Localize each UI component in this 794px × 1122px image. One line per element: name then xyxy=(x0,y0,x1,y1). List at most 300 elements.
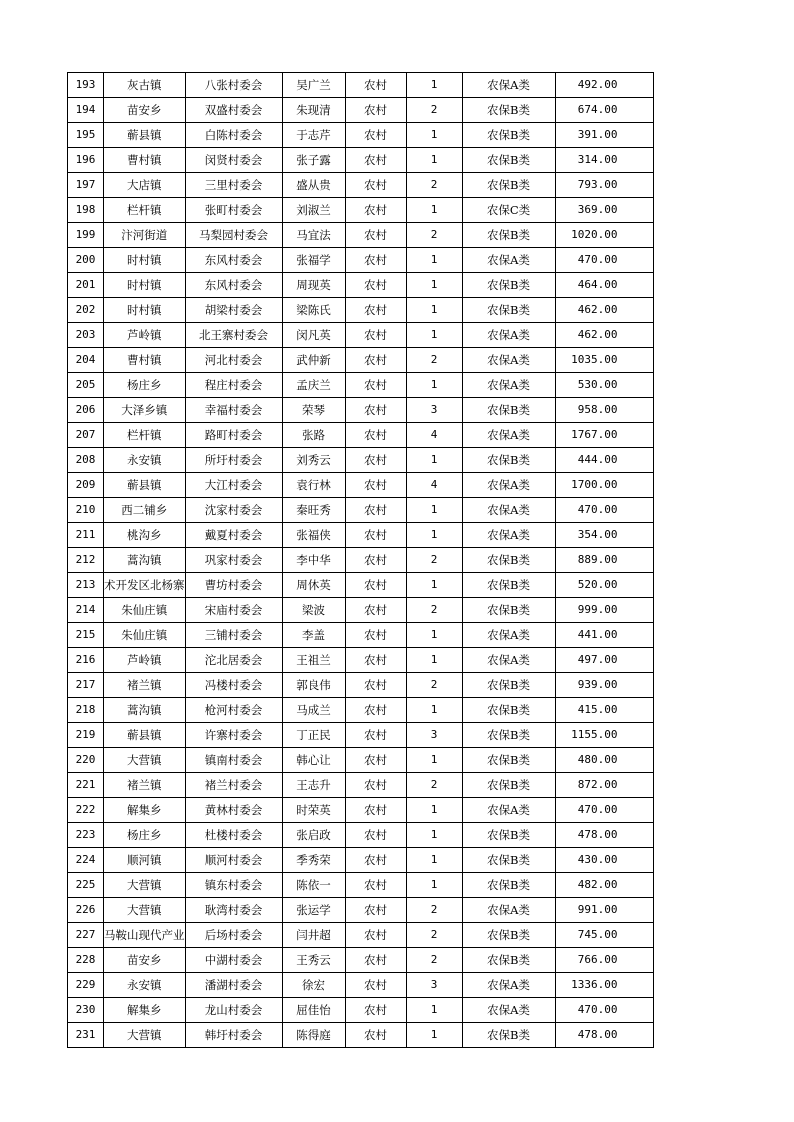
row-number-text: 223 xyxy=(75,828,96,841)
table-row xyxy=(68,848,654,873)
people-count-text: 2 xyxy=(430,778,438,791)
amount-text: 462.00 xyxy=(577,328,618,341)
person-name-cell xyxy=(282,598,345,623)
category-text: 农保B类 xyxy=(487,753,530,767)
person-name-cell xyxy=(282,898,345,923)
people-count-cell xyxy=(406,773,462,798)
town-text: 大营镇 xyxy=(127,878,162,892)
town-cell xyxy=(104,473,186,498)
amount-text: 520.00 xyxy=(577,578,618,591)
row-number-text: 219 xyxy=(75,728,96,741)
amount-text: 958.00 xyxy=(577,403,618,416)
area-type-cell xyxy=(345,248,406,273)
town-cell xyxy=(104,98,186,123)
area-type-text: 农村 xyxy=(364,253,387,267)
village-cell xyxy=(185,373,282,398)
area-type-cell xyxy=(345,198,406,223)
amount-cell xyxy=(555,898,653,923)
amount-cell xyxy=(555,373,653,398)
amount-cell xyxy=(555,848,653,873)
people-count-text: 1 xyxy=(430,878,438,891)
category-text: 农保A类 xyxy=(487,478,530,492)
people-count-text: 1 xyxy=(430,753,438,766)
person-name-text: 张子露 xyxy=(296,153,331,167)
amount-text: 939.00 xyxy=(577,678,618,691)
amount-cell xyxy=(555,473,653,498)
town-text: 栏杆镇 xyxy=(127,428,162,442)
people-count-cell xyxy=(406,648,462,673)
person-name-text: 于志芹 xyxy=(296,128,331,142)
area-type-text: 农村 xyxy=(364,703,387,717)
person-name-text: 张路 xyxy=(302,428,325,442)
category-text: 农保B类 xyxy=(487,853,530,867)
town-text: 栏杆镇 xyxy=(127,203,162,217)
area-type-text: 农村 xyxy=(364,228,387,242)
area-type-text: 农村 xyxy=(364,828,387,842)
amount-cell xyxy=(555,948,653,973)
area-type-cell xyxy=(345,148,406,173)
category-cell xyxy=(462,448,555,473)
people-count-cell xyxy=(406,98,462,123)
village-text: 程庄村委会 xyxy=(204,378,263,392)
village-text: 耿湾村委会 xyxy=(204,903,263,917)
town-cell xyxy=(104,948,186,973)
town-cell xyxy=(104,698,186,723)
area-type-cell xyxy=(345,748,406,773)
row-number-text: 230 xyxy=(75,1003,96,1016)
village-cell xyxy=(185,923,282,948)
category-cell xyxy=(462,223,555,248)
person-name-text: 周休英 xyxy=(296,578,331,592)
person-name-text: 张运学 xyxy=(296,903,331,917)
village-text: 双盛村委会 xyxy=(204,103,263,117)
person-name-text: 王志升 xyxy=(296,778,331,792)
row-number-cell xyxy=(68,448,104,473)
category-text: 农保B类 xyxy=(487,603,530,617)
town-cell xyxy=(104,323,186,348)
people-count-text: 1 xyxy=(430,278,438,291)
row-number-text: 205 xyxy=(75,378,96,391)
row-number-cell xyxy=(68,748,104,773)
row-number-cell xyxy=(68,1023,104,1048)
village-cell xyxy=(185,723,282,748)
amount-text: 999.00 xyxy=(577,603,618,616)
village-cell xyxy=(185,448,282,473)
people-count-text: 2 xyxy=(430,603,438,616)
people-count-cell xyxy=(406,273,462,298)
people-count-cell xyxy=(406,973,462,998)
village-cell xyxy=(185,598,282,623)
people-count-cell xyxy=(406,748,462,773)
people-count-cell xyxy=(406,148,462,173)
people-count-cell xyxy=(406,498,462,523)
people-count-text: 1 xyxy=(430,78,438,91)
category-text: 农保A类 xyxy=(487,503,530,517)
category-text: 农保A类 xyxy=(487,528,530,542)
people-count-cell xyxy=(406,248,462,273)
category-cell xyxy=(462,98,555,123)
area-type-text: 农村 xyxy=(364,803,387,817)
amount-text: 470.00 xyxy=(577,253,618,266)
category-cell xyxy=(462,923,555,948)
area-type-cell xyxy=(345,323,406,348)
people-count-text: 1 xyxy=(430,453,438,466)
area-type-cell xyxy=(345,523,406,548)
village-text: 中湖村委会 xyxy=(204,953,263,967)
village-text: 北王寨村委会 xyxy=(199,328,268,342)
amount-cell xyxy=(555,298,653,323)
people-count-cell xyxy=(406,198,462,223)
category-cell xyxy=(462,323,555,348)
person-name-cell xyxy=(282,348,345,373)
row-number-cell xyxy=(68,998,104,1023)
category-text: 农保B类 xyxy=(487,303,530,317)
row-number-text: 224 xyxy=(75,853,96,866)
people-count-text: 2 xyxy=(430,228,438,241)
category-text: 农保A类 xyxy=(487,78,530,92)
village-text: 幸福村委会 xyxy=(204,403,263,417)
amount-cell xyxy=(555,123,653,148)
person-name-text: 王秀云 xyxy=(296,953,331,967)
category-cell xyxy=(462,548,555,573)
people-count-text: 1 xyxy=(430,628,438,641)
area-type-text: 农村 xyxy=(364,78,387,92)
table-row xyxy=(68,273,654,298)
area-type-text: 农村 xyxy=(364,303,387,317)
amount-text: 480.00 xyxy=(577,753,618,766)
row-number-cell xyxy=(68,148,104,173)
people-count-cell xyxy=(406,173,462,198)
person-name-cell xyxy=(282,848,345,873)
town-cell xyxy=(104,573,186,598)
town-text: 时村镇 xyxy=(127,253,162,267)
town-text: 褚兰镇 xyxy=(127,778,162,792)
person-name-cell xyxy=(282,798,345,823)
person-name-cell xyxy=(282,298,345,323)
town-text: 解集乡 xyxy=(127,803,162,817)
town-text: 大营镇 xyxy=(127,753,162,767)
amount-text: 991.00 xyxy=(577,903,618,916)
person-name-cell xyxy=(282,823,345,848)
person-name-cell xyxy=(282,648,345,673)
row-number-text: 198 xyxy=(75,203,96,216)
town-cell xyxy=(104,848,186,873)
area-type-text: 农村 xyxy=(364,978,387,992)
town-cell xyxy=(104,673,186,698)
row-number-cell xyxy=(68,648,104,673)
people-count-cell xyxy=(406,823,462,848)
people-count-text: 2 xyxy=(430,678,438,691)
area-type-cell xyxy=(345,223,406,248)
town-cell xyxy=(104,398,186,423)
table-row xyxy=(68,823,654,848)
village-text: 韩圩村委会 xyxy=(204,1028,263,1042)
person-name-text: 武仲新 xyxy=(296,353,331,367)
amount-cell xyxy=(555,823,653,848)
table-row xyxy=(68,898,654,923)
table-row xyxy=(68,348,654,373)
row-number-text: 193 xyxy=(75,78,96,91)
category-text: 农保B类 xyxy=(487,778,530,792)
area-type-cell xyxy=(345,898,406,923)
town-cell xyxy=(104,423,186,448)
amount-cell xyxy=(555,1023,653,1048)
category-cell xyxy=(462,723,555,748)
people-count-text: 2 xyxy=(430,353,438,366)
table-row xyxy=(68,173,654,198)
table-row xyxy=(68,623,654,648)
amount-text: 1155.00 xyxy=(571,728,618,741)
area-type-text: 农村 xyxy=(364,528,387,542)
person-name-text: 屈佳怡 xyxy=(296,1003,331,1017)
row-number-cell xyxy=(68,98,104,123)
amount-cell xyxy=(555,173,653,198)
category-cell xyxy=(462,748,555,773)
row-number-cell xyxy=(68,273,104,298)
area-type-cell xyxy=(345,923,406,948)
row-number-text: 215 xyxy=(75,628,96,641)
amount-cell xyxy=(555,248,653,273)
village-cell xyxy=(185,298,282,323)
person-name-text: 张福侠 xyxy=(296,528,331,542)
town-cell xyxy=(104,748,186,773)
category-text: 农保B类 xyxy=(487,103,530,117)
row-number-text: 213 xyxy=(75,578,96,591)
town-cell xyxy=(104,923,186,948)
row-number-text: 216 xyxy=(75,653,96,666)
person-name-cell xyxy=(282,398,345,423)
people-count-cell xyxy=(406,123,462,148)
area-type-text: 农村 xyxy=(364,853,387,867)
person-name-text: 梁波 xyxy=(302,603,325,617)
area-type-cell xyxy=(345,273,406,298)
people-count-text: 1 xyxy=(430,828,438,841)
category-cell xyxy=(462,898,555,923)
area-type-cell xyxy=(345,573,406,598)
people-count-text: 1 xyxy=(430,1003,438,1016)
person-name-cell xyxy=(282,223,345,248)
person-name-cell xyxy=(282,723,345,748)
row-number-cell xyxy=(68,723,104,748)
amount-cell xyxy=(555,623,653,648)
village-cell xyxy=(185,673,282,698)
amount-cell xyxy=(555,73,653,98)
person-name-text: 孟庆兰 xyxy=(296,378,331,392)
village-text: 巩家村委会 xyxy=(204,553,263,567)
town-text: 灰古镇 xyxy=(127,78,162,92)
row-number-text: 200 xyxy=(75,253,96,266)
people-count-text: 4 xyxy=(430,478,438,491)
area-type-text: 农村 xyxy=(364,428,387,442)
table-row xyxy=(68,923,654,948)
area-type-cell xyxy=(345,98,406,123)
category-text: 农保A类 xyxy=(487,978,530,992)
row-number-cell xyxy=(68,798,104,823)
amount-text: 482.00 xyxy=(577,878,618,891)
table-row xyxy=(68,98,654,123)
category-text: 农保A类 xyxy=(487,428,530,442)
category-text: 农保A类 xyxy=(487,628,530,642)
person-name-cell xyxy=(282,498,345,523)
amount-cell xyxy=(555,798,653,823)
category-text: 农保B类 xyxy=(487,878,530,892)
table-row xyxy=(68,698,654,723)
table-row xyxy=(68,298,654,323)
person-name-text: 张福学 xyxy=(296,253,331,267)
people-count-cell xyxy=(406,548,462,573)
person-name-text: 丁正民 xyxy=(296,728,331,742)
table-row xyxy=(68,1023,654,1048)
row-number-cell xyxy=(68,773,104,798)
person-name-text: 盛从贵 xyxy=(296,178,331,192)
village-cell xyxy=(185,1023,282,1048)
town-text: 蒿沟镇 xyxy=(127,703,162,717)
table-row xyxy=(68,148,654,173)
category-cell xyxy=(462,798,555,823)
row-number-cell xyxy=(68,848,104,873)
amount-text: 470.00 xyxy=(577,503,618,516)
area-type-text: 农村 xyxy=(364,778,387,792)
person-name-text: 梁陈氏 xyxy=(296,303,331,317)
village-text: 褚兰村委会 xyxy=(204,778,263,792)
people-count-text: 2 xyxy=(430,953,438,966)
people-count-text: 2 xyxy=(430,178,438,191)
area-type-cell xyxy=(345,848,406,873)
village-text: 曹坊村委会 xyxy=(204,578,263,592)
village-cell xyxy=(185,948,282,973)
village-text: 马梨园村委会 xyxy=(199,228,268,242)
town-cell xyxy=(104,1023,186,1048)
town-text: 蕲县镇 xyxy=(127,478,162,492)
row-number-cell xyxy=(68,698,104,723)
category-cell xyxy=(462,348,555,373)
village-text: 杜楼村委会 xyxy=(204,828,263,842)
table-row xyxy=(68,523,654,548)
row-number-cell xyxy=(68,348,104,373)
area-type-text: 农村 xyxy=(364,928,387,942)
row-number-cell xyxy=(68,548,104,573)
town-text: 汴河街道 xyxy=(121,228,168,242)
row-number-text: 208 xyxy=(75,453,96,466)
amount-cell xyxy=(555,773,653,798)
people-count-text: 3 xyxy=(430,978,438,991)
person-name-text: 闵凡英 xyxy=(296,328,331,342)
area-type-text: 农村 xyxy=(364,128,387,142)
village-cell xyxy=(185,498,282,523)
town-text: 时村镇 xyxy=(127,303,162,317)
category-cell xyxy=(462,473,555,498)
town-cell xyxy=(104,298,186,323)
amount-text: 369.00 xyxy=(577,203,618,216)
amount-cell xyxy=(555,873,653,898)
town-cell xyxy=(104,373,186,398)
area-type-cell xyxy=(345,998,406,1023)
village-text: 戴夏村委会 xyxy=(204,528,263,542)
village-cell xyxy=(185,323,282,348)
row-number-cell xyxy=(68,623,104,648)
village-cell xyxy=(185,798,282,823)
table-row xyxy=(68,473,654,498)
row-number-cell xyxy=(68,948,104,973)
records-table xyxy=(67,72,654,1048)
people-count-cell xyxy=(406,598,462,623)
village-cell xyxy=(185,873,282,898)
person-name-cell xyxy=(282,448,345,473)
area-type-text: 农村 xyxy=(364,153,387,167)
table-row xyxy=(68,223,654,248)
area-type-text: 农村 xyxy=(364,653,387,667)
town-cell xyxy=(104,873,186,898)
person-name-text: 李盖 xyxy=(302,628,325,642)
village-cell xyxy=(185,748,282,773)
category-text: 农保A类 xyxy=(487,253,530,267)
town-text: 曹村镇 xyxy=(127,153,162,167)
row-number-text: 209 xyxy=(75,478,96,491)
amount-text: 872.00 xyxy=(577,778,618,791)
area-type-text: 农村 xyxy=(364,328,387,342)
category-text: 农保A类 xyxy=(487,903,530,917)
area-type-cell xyxy=(345,173,406,198)
town-text: 蕲县镇 xyxy=(127,728,162,742)
table-row xyxy=(68,673,654,698)
category-cell xyxy=(462,648,555,673)
village-cell xyxy=(185,573,282,598)
person-name-cell xyxy=(282,373,345,398)
people-count-text: 4 xyxy=(430,428,438,441)
town-cell xyxy=(104,548,186,573)
area-type-cell xyxy=(345,873,406,898)
village-text: 大江村委会 xyxy=(204,478,263,492)
town-text: 时村镇 xyxy=(127,278,162,292)
amount-cell xyxy=(555,423,653,448)
person-name-text: 陈依一 xyxy=(296,878,331,892)
town-text: 芦岭镇 xyxy=(127,328,162,342)
category-cell xyxy=(462,148,555,173)
person-name-text: 朱现清 xyxy=(296,103,331,117)
town-text: 褚兰镇 xyxy=(127,678,162,692)
amount-text: 470.00 xyxy=(577,1003,618,1016)
amount-text: 354.00 xyxy=(577,528,618,541)
amount-text: 766.00 xyxy=(577,953,618,966)
table-row xyxy=(68,498,654,523)
amount-text: 391.00 xyxy=(577,128,618,141)
category-text: 农保A类 xyxy=(487,353,530,367)
row-number-cell xyxy=(68,823,104,848)
category-text: 农保B类 xyxy=(487,453,530,467)
person-name-cell xyxy=(282,248,345,273)
amount-cell xyxy=(555,723,653,748)
category-text: 农保B类 xyxy=(487,228,530,242)
person-name-text: 张启政 xyxy=(296,828,331,842)
row-number-text: 220 xyxy=(75,753,96,766)
area-type-text: 农村 xyxy=(364,553,387,567)
row-number-cell xyxy=(68,223,104,248)
area-type-cell xyxy=(345,698,406,723)
people-count-cell xyxy=(406,298,462,323)
person-name-text: 马宜法 xyxy=(296,228,331,242)
category-text: 农保C类 xyxy=(486,203,531,217)
amount-text: 674.00 xyxy=(577,103,618,116)
area-type-cell xyxy=(345,548,406,573)
people-count-cell xyxy=(406,798,462,823)
people-count-cell xyxy=(406,223,462,248)
area-type-text: 农村 xyxy=(364,603,387,617)
amount-cell xyxy=(555,198,653,223)
amount-text: 1700.00 xyxy=(571,478,618,491)
people-count-cell xyxy=(406,473,462,498)
person-name-cell xyxy=(282,998,345,1023)
amount-text: 1767.00 xyxy=(571,428,618,441)
